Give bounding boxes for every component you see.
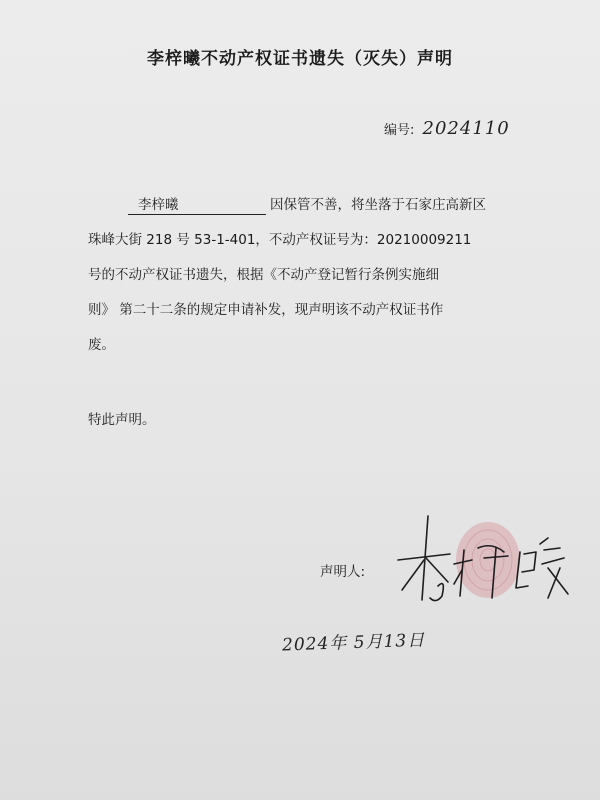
serial-label: 编号:	[384, 123, 415, 138]
body-line-3: 号的不动产权证书遗失，根据《不动产登记暂行条例实施细	[88, 267, 439, 283]
body-line-1	[88, 188, 558, 223]
body-line-2: 珠峰大街 218 号 53-1-401，不动产权证号为：20210009211	[88, 232, 472, 248]
body-line-4: 则》 第二十二条的规定申请补发，现声明该不动产权证书作	[88, 302, 444, 318]
fingerprint-stamp	[456, 522, 520, 598]
serial-value-handwritten: 2024110	[422, 118, 510, 139]
body-line-5: 废。	[88, 337, 115, 353]
body-line-1-text: 因保管不善，将坐落于石家庄高新区	[270, 197, 486, 213]
declaration-body	[88, 188, 558, 363]
serial-number	[384, 118, 510, 139]
document-title: 李梓曦不动产权证书遗失（灭失）声明	[147, 49, 453, 69]
declarant-label: 声明人:	[320, 564, 366, 580]
handwritten-date: 2024年 5月13日	[281, 630, 426, 656]
handwritten-signature	[388, 508, 578, 608]
declarant-name-field: 李梓曦	[128, 196, 266, 215]
closing-statement: 特此声明。	[88, 412, 156, 428]
